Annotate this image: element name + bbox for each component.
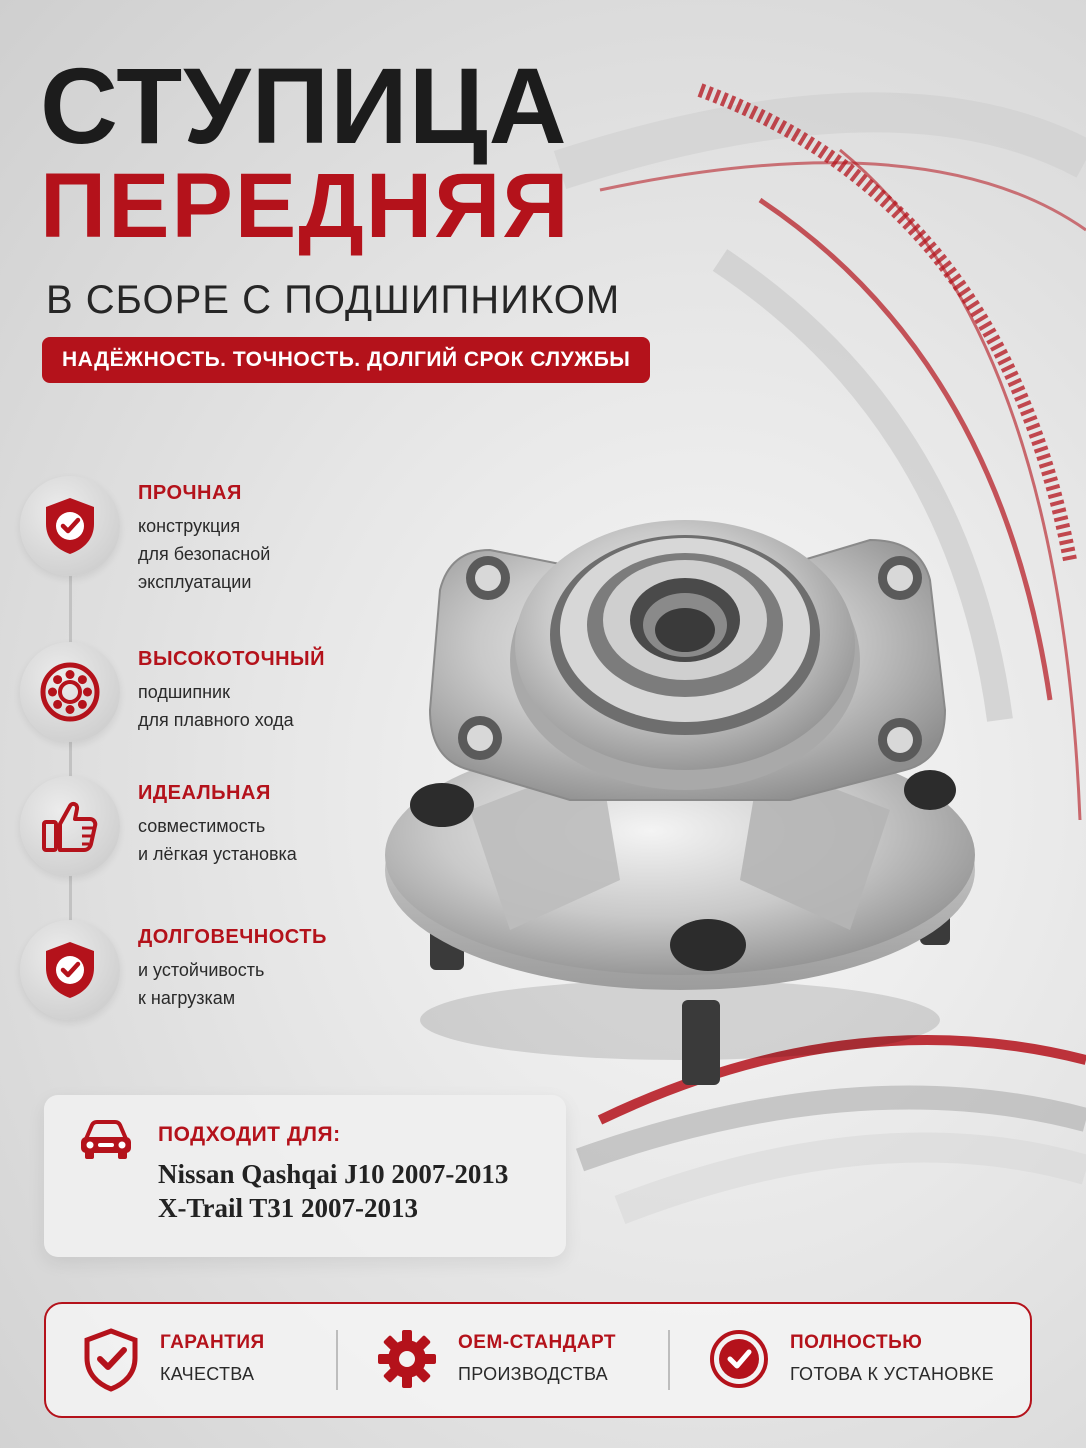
bearing-icon [38, 660, 102, 724]
feature-desc-line: к нагрузкам [138, 988, 236, 1008]
thumbs-up-icon [38, 794, 102, 858]
divider [668, 1330, 670, 1390]
benefit-subtitle: ГОТОВА К УСТАНОВКЕ [790, 1364, 994, 1384]
divider [336, 1330, 338, 1390]
benefit-subtitle: ПРОИЗВОДСТВА [458, 1364, 608, 1384]
feature-desc-line: и устойчивость [138, 960, 265, 980]
gear-icon [376, 1328, 438, 1390]
feature-title: ИДЕАЛЬНАЯ [138, 782, 271, 804]
benefit-ready [708, 1304, 1018, 1416]
feature-desc-line: и лёгкая установка [138, 844, 297, 864]
fitment-model: X-Trail T31 2007-2013 [158, 1193, 418, 1223]
check-circle-icon [708, 1328, 770, 1390]
shield-check-icon [82, 1328, 140, 1392]
subtitle: В СБОРЕ С ПОДШИПНИКОМ [46, 278, 621, 322]
feature-icon-circle [20, 920, 120, 1020]
feature-desc-line: подшипник [138, 682, 230, 702]
shield-check-icon [38, 938, 102, 1002]
feature-desc-line: для плавного хода [138, 710, 294, 730]
fitment-label: ПОДХОДИТ ДЛЯ: [158, 1123, 341, 1146]
car-icon [78, 1117, 134, 1161]
benefit-warranty [82, 1304, 342, 1416]
title-line-2: ПЕРЕДНЯЯ [40, 155, 571, 257]
benefit-title: ПОЛНОСТЬЮ [790, 1332, 923, 1353]
benefit-subtitle: КАЧЕСТВА [160, 1364, 255, 1384]
benefits-bar [44, 1302, 1032, 1418]
fitment-card [44, 1095, 566, 1257]
feature-icon-circle [20, 642, 120, 742]
feature-icon-circle [20, 476, 120, 576]
wheel-hub-image [360, 460, 980, 1100]
fitment-model: Nissan Qashqai J10 2007-2013 [158, 1159, 509, 1189]
feature-icon-circle [20, 776, 120, 876]
benefit-title: OEM-СТАНДАРТ [458, 1332, 616, 1353]
feature-title: ВЫСОКОТОЧНЫЙ [138, 648, 326, 670]
feature-desc-line: конструкция [138, 516, 241, 536]
shield-check-icon [38, 494, 102, 558]
feature-desc-line: эксплуатации [138, 572, 252, 592]
benefit-oem [376, 1304, 676, 1416]
feature-title: ДОЛГОВЕЧНОСТЬ [138, 926, 327, 948]
feature-desc-line: совместимость [138, 816, 266, 836]
feature-desc-line: для безопасной [138, 544, 271, 564]
feature-title: ПРОЧНАЯ [138, 482, 242, 504]
benefit-title: ГАРАНТИЯ [160, 1332, 265, 1353]
title-line-1: СТУПИЦА [40, 45, 568, 166]
tagline-badge: НАДЁЖНОСТЬ. ТОЧНОСТЬ. ДОЛГИЙ СРОК СЛУЖБЫ [42, 337, 650, 383]
